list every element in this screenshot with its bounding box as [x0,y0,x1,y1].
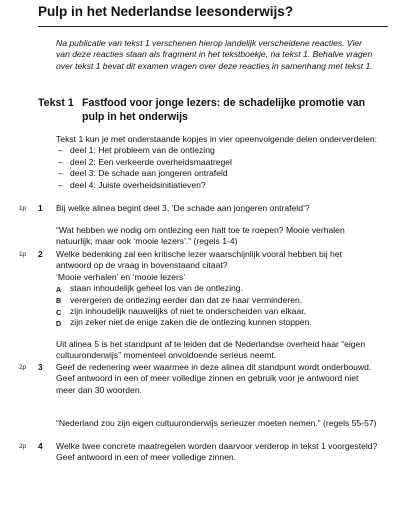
answer-option-a[interactable] [56,283,378,294]
division-part: – deel 2: Een verkeerde overheidsmaatregel [56,157,378,168]
question-2-points: 1p [19,251,27,258]
page-title: Pulp in het Nederlandse leesonderwijs? [38,4,294,19]
question-2-quote: “Wat hebben we nodig om ontlezing een halt toe te roepen? Mooie verhalen natuurlijk, maar ook ‘mooie lezers’.” (regels 1-4) [56,225,345,247]
division-part: – deel 4: Juiste overheidsinitiatieven? [56,180,378,191]
text-number: Tekst 1 [38,97,74,109]
option-text: zijn zeker niet de enige zaken die de ontlezing kunnen stoppen. [70,317,312,328]
question-3-body [56,362,378,396]
question-3-points: 2p [19,364,27,371]
answer-option-d[interactable] [56,317,378,328]
division-part: – deel 1: Het probleem van de ontlezing [56,145,378,156]
question-2-body [56,249,378,329]
option-text: zijn inhoudelijk nauwelijks of niet te onderscheiden van elkaar. [70,306,306,317]
question-1-points: 1p [19,205,27,212]
option-letter: C [56,307,62,317]
division-part: – deel 3: De schade aan jongeren ontrafeld [56,168,378,179]
option-letter: D [56,318,62,328]
division-block [56,134,378,191]
option-letter: A [56,284,62,294]
text-heading [38,97,378,124]
question-4-quote: “Nederland zou zijn eigen cultuuronderwijs serieuzer moeten nemen.” (regels 55-57) [56,418,377,428]
option-text: staan inhoudelijk geheel los van de ontlezing. [70,283,243,294]
question-4-points: 2p [19,443,27,450]
question-2-subtext: ‘Mooie verhalen’ en ‘mooie lezers’ [56,271,186,282]
question-4-number: 4 [38,441,43,451]
question-4-text: Welke twee concrete maatregelen worden daarvoor verderop in tekst 1 voorgesteld? [56,441,378,451]
intro-text: Na publicatie van tekst 1 verschenen hierop landelijk verscheidene reacties. Vier van deze reacties staan als fragment in het tekstboekje, na tekst 1. Behalve vragen over tekst 1 bevat dit examen vragen over deze reacties in samenhang met tekst 1. [56,38,373,71]
division-lead: Tekst 1 kun je met onderstaande kopjes in vier opeenvolgende delen onderverdelen: [56,134,378,144]
question-3-quote: Uit alinea 5 is het standpunt af te leiden dat de Nederlandse overheid haar “eigen cultuuronderwijs” momenteel onvoldoende serieus neemt. [56,339,366,361]
question-1-number: 1 [38,203,43,213]
question-4-instruction: Geef antwoord in een of meer volledige zinnen. [56,452,237,463]
text-title: Fastfood voor jonge lezers: de schadelijke promotie van pulp in het onderwijs [82,97,366,123]
answer-option-b[interactable] [56,295,378,306]
question-3-text: Geef de redenering weer waarmee in deze alinea dit standpunt wordt onderbouwd. [56,362,372,372]
question-3-instruction: Geef antwoord in een of meer volledige zinnen en gebruik voor je antwoord niet meer dan 30 woorden. [56,373,359,395]
division-list [56,145,378,191]
question-1-text: Bij welke alinea begint deel 3, ‘De schade aan jongeren ontrafeld’? [56,203,310,213]
title-divider [38,26,388,27]
option-text: verergeren de ontlezing eerder dan dat ze haar verminderen. [70,294,303,305]
question-3-number: 3 [38,362,43,372]
option-letter: B [56,296,62,306]
answer-option-c[interactable] [56,306,378,317]
question-4-body [56,441,378,464]
question-2-number: 2 [38,249,43,259]
question-2-text: Welke bedenking zal een kritische lezer waarschijnlijk vooral hebben bij het antwoord op de vraag in bovenstaand citaat? [56,249,342,271]
